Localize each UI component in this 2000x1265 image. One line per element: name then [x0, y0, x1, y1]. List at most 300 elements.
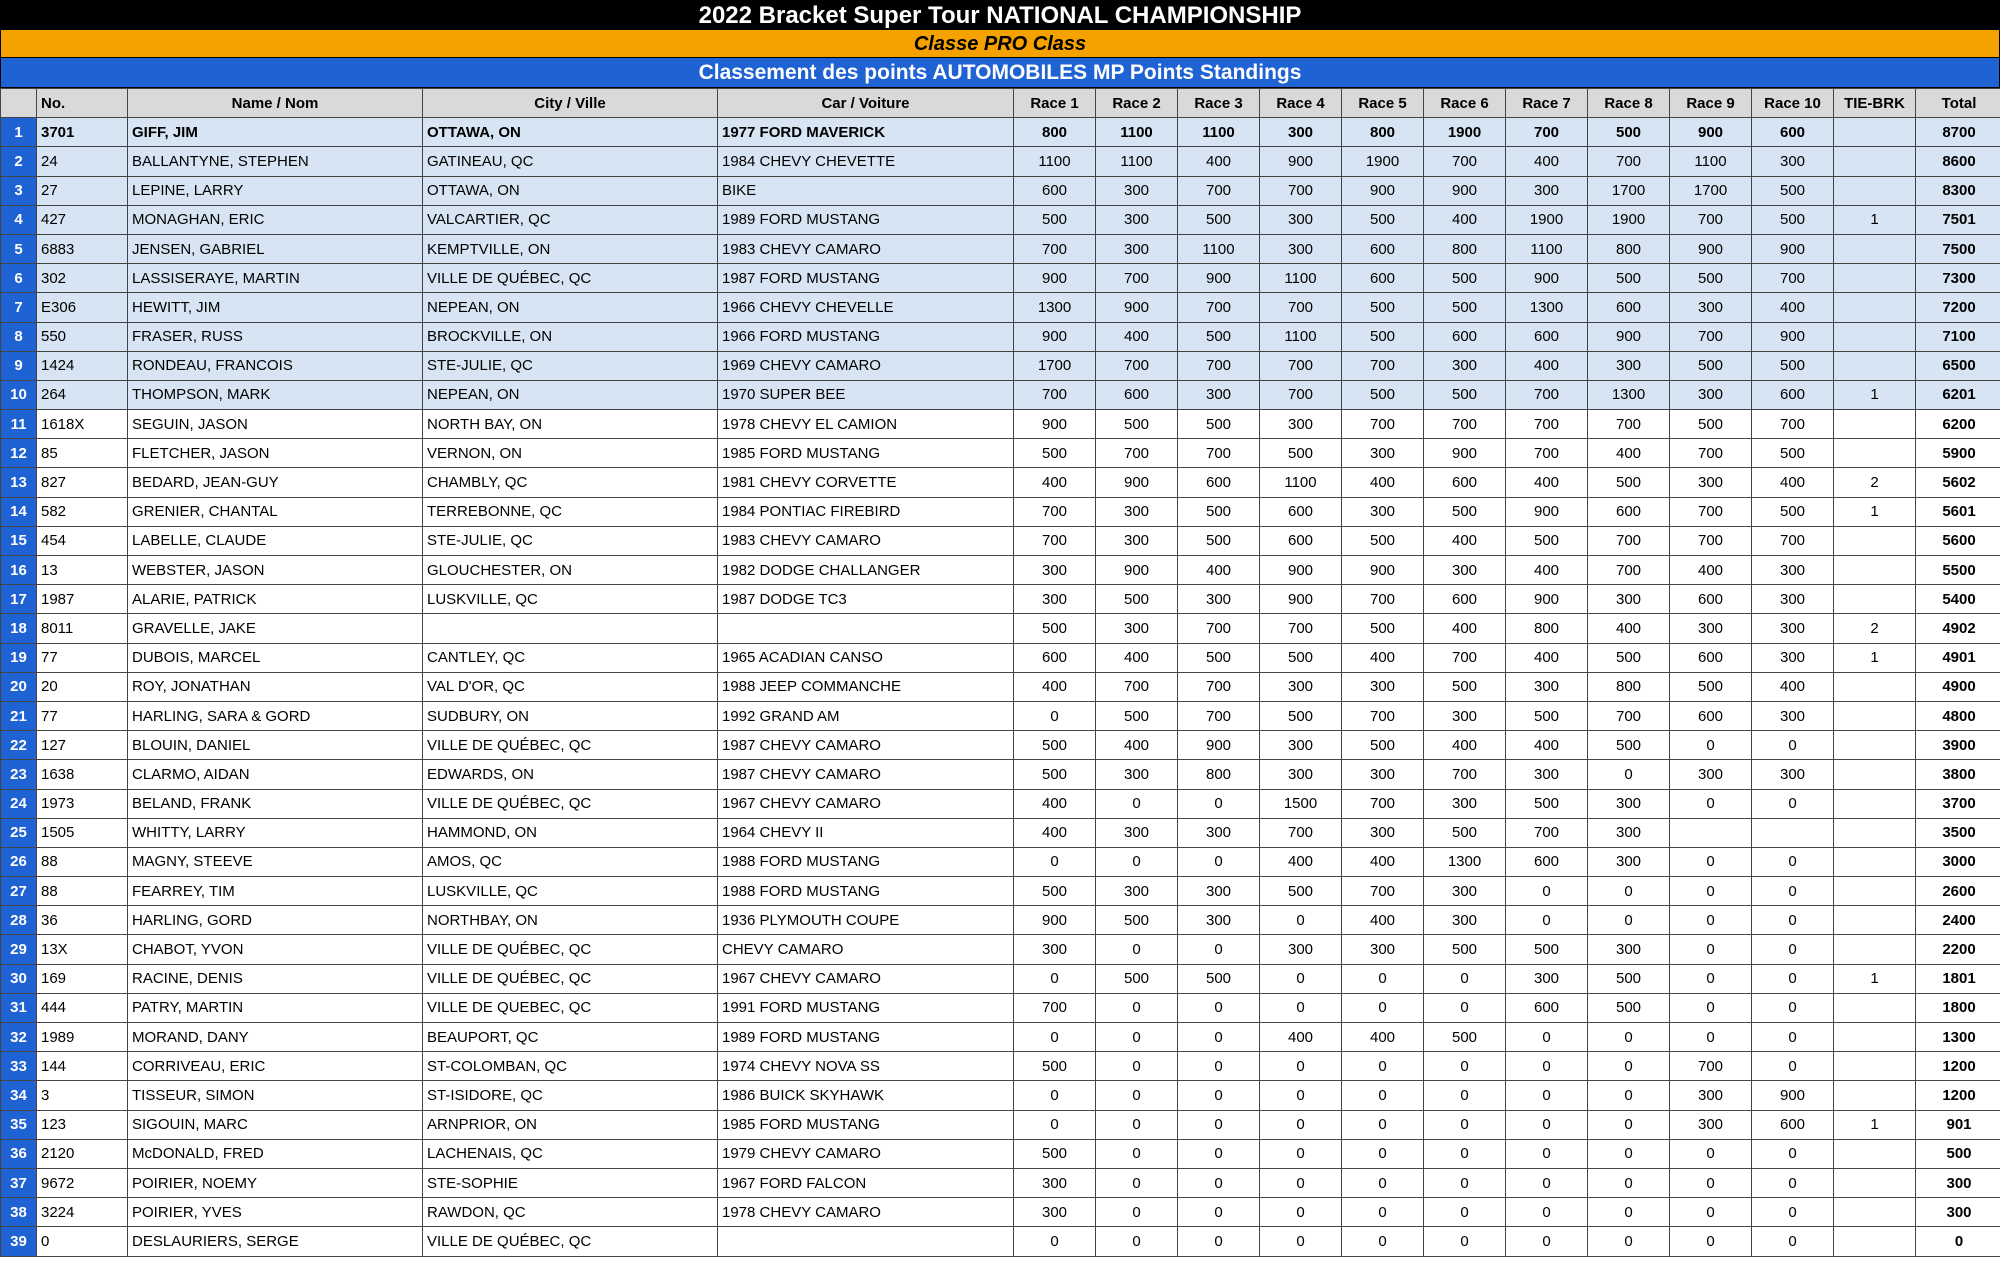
- race-5-points-cell: 500: [1342, 526, 1424, 555]
- rank-cell: 37: [1, 1168, 37, 1197]
- race-9-points-cell: 300: [1670, 380, 1752, 409]
- race-8-points-cell: 600: [1588, 497, 1670, 526]
- race-10-points-cell: 0: [1752, 906, 1834, 935]
- table-row[interactable]: [1, 497, 2000, 526]
- race-7-points-cell: 0: [1506, 1110, 1588, 1139]
- table-row[interactable]: [1, 1168, 2000, 1197]
- race-7-points-cell: 300: [1506, 176, 1588, 205]
- race-4-points-cell: 300: [1260, 410, 1342, 439]
- race-4-points-cell: 300: [1260, 118, 1342, 147]
- race-6-points-cell: 900: [1424, 439, 1506, 468]
- race-8-points-cell: 500: [1588, 993, 1670, 1022]
- race-8-points-cell: 500: [1588, 731, 1670, 760]
- city-cell: EDWARDS, ON: [423, 760, 718, 789]
- total-points-cell: 3700: [1916, 789, 2000, 818]
- race-10-points-cell: 0: [1752, 1168, 1834, 1197]
- total-points-cell: 3800: [1916, 760, 2000, 789]
- race-6-points-cell: 500: [1424, 293, 1506, 322]
- race-10-points-cell: 0: [1752, 789, 1834, 818]
- table-row[interactable]: [1, 1052, 2000, 1081]
- race-3-points-cell: 300: [1178, 585, 1260, 614]
- race-2-points-cell: 700: [1096, 439, 1178, 468]
- race-3-points-cell: 0: [1178, 1168, 1260, 1197]
- col-header-race-2[interactable]: Race 2: [1096, 89, 1178, 118]
- city-cell: VILLE DE QUÉBEC, QC: [423, 789, 718, 818]
- race-3-points-cell: 700: [1178, 293, 1260, 322]
- col-header-race-5[interactable]: Race 5: [1342, 89, 1424, 118]
- race-9-points-cell: 700: [1670, 526, 1752, 555]
- race-3-points-cell: 300: [1178, 380, 1260, 409]
- car-cell: 1991 FORD MUSTANG: [718, 993, 1014, 1022]
- total-points-cell: 2600: [1916, 877, 2000, 906]
- table-row[interactable]: [1, 614, 2000, 643]
- race-8-points-cell: 300: [1588, 847, 1670, 876]
- race-9-points-cell: 300: [1670, 293, 1752, 322]
- city-cell: STE-JULIE, QC: [423, 351, 718, 380]
- car-cell: [718, 614, 1014, 643]
- table-row[interactable]: [1, 1227, 2000, 1256]
- race-2-points-cell: 700: [1096, 351, 1178, 380]
- tie-break-cell: [1834, 935, 1916, 964]
- city-cell: OTTAWA, ON: [423, 118, 718, 147]
- race-9-points-cell: 300: [1670, 614, 1752, 643]
- race-9-points-cell: 700: [1670, 322, 1752, 351]
- race-4-points-cell: 400: [1260, 1023, 1342, 1052]
- race-7-points-cell: 0: [1506, 1168, 1588, 1197]
- car-cell: 1967 FORD FALCON: [718, 1168, 1014, 1197]
- tie-break-cell: [1834, 789, 1916, 818]
- col-header-no[interactable]: No.: [37, 89, 128, 118]
- race-4-points-cell: 500: [1260, 701, 1342, 730]
- table-row[interactable]: [1, 410, 2000, 439]
- table-row[interactable]: [1, 439, 2000, 468]
- standings-table: [0, 88, 2000, 1257]
- race-6-points-cell: 400: [1424, 614, 1506, 643]
- race-4-points-cell: 900: [1260, 147, 1342, 176]
- tie-break-cell: [1834, 322, 1916, 351]
- race-7-points-cell: 400: [1506, 468, 1588, 497]
- class-title: Classe PRO Class: [0, 30, 2000, 58]
- race-6-points-cell: 300: [1424, 877, 1506, 906]
- table-row[interactable]: [1, 147, 2000, 176]
- race-4-points-cell: 1100: [1260, 264, 1342, 293]
- race-7-points-cell: 700: [1506, 818, 1588, 847]
- tie-break-cell: 1: [1834, 1110, 1916, 1139]
- race-10-points-cell: 900: [1752, 1081, 1834, 1110]
- race-5-points-cell: 300: [1342, 672, 1424, 701]
- city-cell: KEMPTVILLE, ON: [423, 234, 718, 263]
- table-row[interactable]: [1, 118, 2000, 147]
- tie-break-cell: [1834, 731, 1916, 760]
- table-row[interactable]: [1, 760, 2000, 789]
- driver-name-cell: BELAND, FRANK: [128, 789, 423, 818]
- table-row[interactable]: [1, 585, 2000, 614]
- table-row[interactable]: [1, 264, 2000, 293]
- race-8-points-cell: 500: [1588, 118, 1670, 147]
- race-2-points-cell: 500: [1096, 701, 1178, 730]
- race-6-points-cell: 1900: [1424, 118, 1506, 147]
- race-1-points-cell: 1100: [1014, 147, 1096, 176]
- race-4-points-cell: 300: [1260, 760, 1342, 789]
- race-2-points-cell: 0: [1096, 1110, 1178, 1139]
- tie-break-cell: [1834, 1023, 1916, 1052]
- tie-break-cell: [1834, 993, 1916, 1022]
- race-6-points-cell: 500: [1424, 818, 1506, 847]
- race-7-points-cell: 0: [1506, 1052, 1588, 1081]
- race-6-points-cell: 0: [1424, 964, 1506, 993]
- driver-name-cell: ROY, JONATHAN: [128, 672, 423, 701]
- total-points-cell: 2200: [1916, 935, 2000, 964]
- race-2-points-cell: 300: [1096, 176, 1178, 205]
- driver-name-cell: RONDEAU, FRANCOIS: [128, 351, 423, 380]
- race-5-points-cell: 900: [1342, 176, 1424, 205]
- race-5-points-cell: 700: [1342, 410, 1424, 439]
- race-10-points-cell: 900: [1752, 322, 1834, 351]
- race-5-points-cell: 0: [1342, 993, 1424, 1022]
- col-header-race-6[interactable]: Race 6: [1424, 89, 1506, 118]
- race-3-points-cell: 1100: [1178, 118, 1260, 147]
- race-8-points-cell: 500: [1588, 643, 1670, 672]
- table-row[interactable]: [1, 906, 2000, 935]
- race-5-points-cell: 300: [1342, 497, 1424, 526]
- race-9-points-cell: 0: [1670, 789, 1752, 818]
- driver-name-cell: DESLAURIERS, SERGE: [128, 1227, 423, 1256]
- race-5-points-cell: 500: [1342, 731, 1424, 760]
- race-3-points-cell: 400: [1178, 147, 1260, 176]
- race-3-points-cell: 500: [1178, 643, 1260, 672]
- race-4-points-cell: 700: [1260, 380, 1342, 409]
- race-2-points-cell: 0: [1096, 1139, 1178, 1168]
- race-3-points-cell: 500: [1178, 964, 1260, 993]
- rank-cell: 36: [1, 1139, 37, 1168]
- race-8-points-cell: 900: [1588, 322, 1670, 351]
- race-1-points-cell: 900: [1014, 410, 1096, 439]
- col-header-tie-break[interactable]: TIE-BRK: [1834, 89, 1916, 118]
- race-8-points-cell: 0: [1588, 1023, 1670, 1052]
- race-5-points-cell: 700: [1342, 701, 1424, 730]
- tie-break-cell: 1: [1834, 380, 1916, 409]
- table-row[interactable]: [1, 1139, 2000, 1168]
- race-3-points-cell: 0: [1178, 1052, 1260, 1081]
- race-4-points-cell: 900: [1260, 556, 1342, 585]
- race-2-points-cell: 300: [1096, 205, 1178, 234]
- race-1-points-cell: 900: [1014, 322, 1096, 351]
- race-8-points-cell: 300: [1588, 351, 1670, 380]
- col-header-race-10[interactable]: Race 10: [1752, 89, 1834, 118]
- race-6-points-cell: 800: [1424, 234, 1506, 263]
- city-cell: CHAMBLY, QC: [423, 468, 718, 497]
- table-row[interactable]: [1, 234, 2000, 263]
- race-5-points-cell: 400: [1342, 643, 1424, 672]
- tie-break-cell: [1834, 1198, 1916, 1227]
- race-10-points-cell: 700: [1752, 264, 1834, 293]
- car-number-cell: 85: [37, 439, 128, 468]
- race-8-points-cell: 700: [1588, 526, 1670, 555]
- race-5-points-cell: 700: [1342, 351, 1424, 380]
- city-cell: ST-ISIDORE, QC: [423, 1081, 718, 1110]
- driver-name-cell: CORRIVEAU, ERIC: [128, 1052, 423, 1081]
- car-cell: 1985 FORD MUSTANG: [718, 1110, 1014, 1139]
- table-row[interactable]: [1, 1023, 2000, 1052]
- race-4-points-cell: 600: [1260, 526, 1342, 555]
- car-number-cell: 77: [37, 643, 128, 672]
- race-8-points-cell: 1700: [1588, 176, 1670, 205]
- city-cell: SUDBURY, ON: [423, 701, 718, 730]
- race-8-points-cell: 600: [1588, 293, 1670, 322]
- table-row[interactable]: [1, 789, 2000, 818]
- race-4-points-cell: 300: [1260, 672, 1342, 701]
- race-4-points-cell: 500: [1260, 877, 1342, 906]
- total-points-cell: 5600: [1916, 526, 2000, 555]
- table-row[interactable]: [1, 380, 2000, 409]
- race-7-points-cell: 700: [1506, 410, 1588, 439]
- race-8-points-cell: 500: [1588, 964, 1670, 993]
- col-header-race-3[interactable]: Race 3: [1178, 89, 1260, 118]
- total-points-cell: 7500: [1916, 234, 2000, 263]
- total-points-cell: 4901: [1916, 643, 2000, 672]
- table-row[interactable]: [1, 935, 2000, 964]
- race-8-points-cell: 0: [1588, 1110, 1670, 1139]
- car-cell: 1984 CHEVY CHEVETTE: [718, 147, 1014, 176]
- car-number-cell: 1987: [37, 585, 128, 614]
- driver-name-cell: POIRIER, YVES: [128, 1198, 423, 1227]
- race-4-points-cell: 0: [1260, 906, 1342, 935]
- table-row[interactable]: [1, 351, 2000, 380]
- table-row[interactable]: [1, 322, 2000, 351]
- race-1-points-cell: 500: [1014, 731, 1096, 760]
- race-7-points-cell: 400: [1506, 147, 1588, 176]
- rank-cell: 6: [1, 264, 37, 293]
- table-row[interactable]: [1, 672, 2000, 701]
- total-points-cell: 4900: [1916, 672, 2000, 701]
- car-number-cell: 27: [37, 176, 128, 205]
- tie-break-cell: [1834, 556, 1916, 585]
- race-6-points-cell: 700: [1424, 643, 1506, 672]
- race-1-points-cell: 900: [1014, 906, 1096, 935]
- driver-name-cell: POIRIER, NOEMY: [128, 1168, 423, 1197]
- race-1-points-cell: 300: [1014, 935, 1096, 964]
- race-10-points-cell: 0: [1752, 964, 1834, 993]
- col-header-race-1[interactable]: Race 1: [1014, 89, 1096, 118]
- race-4-points-cell: 0: [1260, 1081, 1342, 1110]
- city-cell: HAMMOND, ON: [423, 818, 718, 847]
- col-header-race-9[interactable]: Race 9: [1670, 89, 1752, 118]
- table-row[interactable]: [1, 1198, 2000, 1227]
- col-header-total[interactable]: Total: [1916, 89, 2000, 118]
- car-cell: 1978 CHEVY EL CAMION: [718, 410, 1014, 439]
- col-header-city[interactable]: City / Ville: [423, 89, 718, 118]
- table-row[interactable]: [1, 526, 2000, 555]
- col-header-race-8[interactable]: Race 8: [1588, 89, 1670, 118]
- race-1-points-cell: 700: [1014, 993, 1096, 1022]
- race-5-points-cell: 300: [1342, 439, 1424, 468]
- col-header-race-7[interactable]: Race 7: [1506, 89, 1588, 118]
- race-1-points-cell: 0: [1014, 1227, 1096, 1256]
- table-row[interactable]: [1, 205, 2000, 234]
- car-cell: 1981 CHEVY CORVETTE: [718, 468, 1014, 497]
- car-number-cell: 1618X: [37, 410, 128, 439]
- table-row[interactable]: [1, 731, 2000, 760]
- total-points-cell: 3000: [1916, 847, 2000, 876]
- race-2-points-cell: 500: [1096, 410, 1178, 439]
- race-8-points-cell: 0: [1588, 760, 1670, 789]
- race-7-points-cell: 400: [1506, 556, 1588, 585]
- city-cell: NORTH BAY, ON: [423, 410, 718, 439]
- race-9-points-cell: 700: [1670, 1052, 1752, 1081]
- race-9-points-cell: 0: [1670, 847, 1752, 876]
- car-cell: 1966 CHEVY CHEVELLE: [718, 293, 1014, 322]
- city-cell: CANTLEY, QC: [423, 643, 718, 672]
- race-1-points-cell: 500: [1014, 614, 1096, 643]
- race-2-points-cell: 300: [1096, 526, 1178, 555]
- car-cell: 1970 SUPER BEE: [718, 380, 1014, 409]
- rank-cell: 2: [1, 147, 37, 176]
- race-2-points-cell: 300: [1096, 760, 1178, 789]
- race-6-points-cell: 0: [1424, 1139, 1506, 1168]
- table-row[interactable]: [1, 176, 2000, 205]
- tie-break-cell: [1834, 672, 1916, 701]
- car-cell: 1969 CHEVY CAMARO: [718, 351, 1014, 380]
- tie-break-cell: 1: [1834, 643, 1916, 672]
- race-7-points-cell: 500: [1506, 935, 1588, 964]
- race-8-points-cell: 0: [1588, 1052, 1670, 1081]
- total-points-cell: 7100: [1916, 322, 2000, 351]
- car-cell: 1936 PLYMOUTH COUPE: [718, 906, 1014, 935]
- race-4-points-cell: 1500: [1260, 789, 1342, 818]
- table-row[interactable]: [1, 1081, 2000, 1110]
- car-cell: 1978 CHEVY CAMARO: [718, 1198, 1014, 1227]
- driver-name-cell: BEDARD, JEAN-GUY: [128, 468, 423, 497]
- race-3-points-cell: 0: [1178, 847, 1260, 876]
- race-10-points-cell: 900: [1752, 234, 1834, 263]
- race-9-points-cell: [1670, 818, 1752, 847]
- table-row[interactable]: [1, 877, 2000, 906]
- race-9-points-cell: 900: [1670, 118, 1752, 147]
- table-row[interactable]: [1, 643, 2000, 672]
- race-10-points-cell: 0: [1752, 993, 1834, 1022]
- race-5-points-cell: 0: [1342, 1052, 1424, 1081]
- tie-break-cell: [1834, 234, 1916, 263]
- race-9-points-cell: 300: [1670, 760, 1752, 789]
- race-4-points-cell: 300: [1260, 935, 1342, 964]
- race-9-points-cell: 0: [1670, 1227, 1752, 1256]
- race-8-points-cell: 700: [1588, 147, 1670, 176]
- table-row[interactable]: [1, 293, 2000, 322]
- race-1-points-cell: 500: [1014, 877, 1096, 906]
- table-row[interactable]: [1, 701, 2000, 730]
- car-number-cell: 13X: [37, 935, 128, 964]
- race-9-points-cell: 700: [1670, 439, 1752, 468]
- race-10-points-cell: 300: [1752, 643, 1834, 672]
- race-7-points-cell: 300: [1506, 964, 1588, 993]
- table-row[interactable]: [1, 468, 2000, 497]
- total-points-cell: 901: [1916, 1110, 2000, 1139]
- city-cell: AMOS, QC: [423, 847, 718, 876]
- table-row[interactable]: [1, 993, 2000, 1022]
- table-row[interactable]: [1, 964, 2000, 993]
- rank-cell: 24: [1, 789, 37, 818]
- col-header-car[interactable]: Car / Voiture: [718, 89, 1014, 118]
- race-6-points-cell: 300: [1424, 701, 1506, 730]
- driver-name-cell: GRENIER, CHANTAL: [128, 497, 423, 526]
- race-1-points-cell: 300: [1014, 1198, 1096, 1227]
- race-5-points-cell: 400: [1342, 468, 1424, 497]
- race-4-points-cell: 0: [1260, 1052, 1342, 1081]
- race-3-points-cell: 0: [1178, 1198, 1260, 1227]
- race-8-points-cell: 1900: [1588, 205, 1670, 234]
- race-9-points-cell: 300: [1670, 468, 1752, 497]
- table-row[interactable]: [1, 818, 2000, 847]
- race-7-points-cell: 400: [1506, 731, 1588, 760]
- total-points-cell: 5601: [1916, 497, 2000, 526]
- tie-break-cell: 2: [1834, 614, 1916, 643]
- race-6-points-cell: 500: [1424, 1023, 1506, 1052]
- race-5-points-cell: 300: [1342, 760, 1424, 789]
- car-cell: BIKE: [718, 176, 1014, 205]
- driver-name-cell: BLOUIN, DANIEL: [128, 731, 423, 760]
- race-8-points-cell: 0: [1588, 1168, 1670, 1197]
- race-1-points-cell: 0: [1014, 964, 1096, 993]
- race-1-points-cell: 500: [1014, 1139, 1096, 1168]
- race-7-points-cell: 900: [1506, 497, 1588, 526]
- rank-cell: 19: [1, 643, 37, 672]
- total-points-cell: 1300: [1916, 1023, 2000, 1052]
- city-cell: BROCKVILLE, ON: [423, 322, 718, 351]
- race-4-points-cell: 700: [1260, 176, 1342, 205]
- race-6-points-cell: 700: [1424, 760, 1506, 789]
- driver-name-cell: WHITTY, LARRY: [128, 818, 423, 847]
- car-cell: 1988 FORD MUSTANG: [718, 877, 1014, 906]
- race-2-points-cell: 0: [1096, 1081, 1178, 1110]
- rank-cell: 34: [1, 1081, 37, 1110]
- race-9-points-cell: 700: [1670, 497, 1752, 526]
- race-10-points-cell: 500: [1752, 497, 1834, 526]
- car-number-cell: 6883: [37, 234, 128, 263]
- car-number-cell: 454: [37, 526, 128, 555]
- table-row[interactable]: [1, 556, 2000, 585]
- table-row[interactable]: [1, 1110, 2000, 1139]
- race-5-points-cell: 700: [1342, 877, 1424, 906]
- rank-cell: 29: [1, 935, 37, 964]
- col-header-name[interactable]: Name / Nom: [128, 89, 423, 118]
- race-4-points-cell: 0: [1260, 1227, 1342, 1256]
- race-9-points-cell: 500: [1670, 351, 1752, 380]
- race-1-points-cell: 600: [1014, 176, 1096, 205]
- race-8-points-cell: 0: [1588, 877, 1670, 906]
- race-3-points-cell: 0: [1178, 993, 1260, 1022]
- race-1-points-cell: 300: [1014, 585, 1096, 614]
- race-4-points-cell: 700: [1260, 818, 1342, 847]
- tie-break-cell: [1834, 118, 1916, 147]
- tie-break-cell: [1834, 264, 1916, 293]
- table-row[interactable]: [1, 847, 2000, 876]
- car-cell: CHEVY CAMARO: [718, 935, 1014, 964]
- race-2-points-cell: 500: [1096, 906, 1178, 935]
- race-4-points-cell: 500: [1260, 439, 1342, 468]
- car-number-cell: 302: [37, 264, 128, 293]
- total-points-cell: 1200: [1916, 1052, 2000, 1081]
- total-points-cell: 5900: [1916, 439, 2000, 468]
- race-4-points-cell: 0: [1260, 964, 1342, 993]
- driver-name-cell: MORAND, DANY: [128, 1023, 423, 1052]
- car-cell: 1964 CHEVY II: [718, 818, 1014, 847]
- race-1-points-cell: 700: [1014, 497, 1096, 526]
- race-5-points-cell: 400: [1342, 847, 1424, 876]
- race-2-points-cell: 0: [1096, 1052, 1178, 1081]
- col-header-race-4[interactable]: Race 4: [1260, 89, 1342, 118]
- tie-break-cell: [1834, 1052, 1916, 1081]
- race-6-points-cell: 0: [1424, 1227, 1506, 1256]
